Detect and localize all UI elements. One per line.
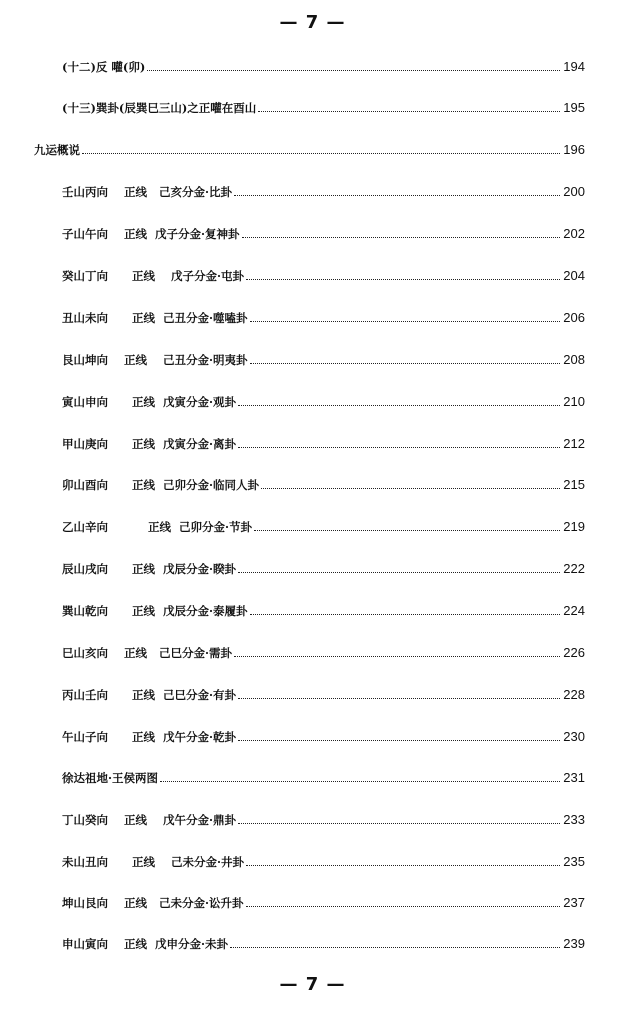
toc-entry-title: 巽山乾向 正线 戊辰分金·泰履卦 [62, 604, 248, 618]
toc-entry [62, 303, 585, 325]
toc-entry-page: 231 [563, 770, 585, 785]
toc-entry-page: 237 [563, 895, 585, 910]
toc-entry [62, 470, 585, 492]
toc-entry-title: 未山丑向 正线 己未分金·井卦 [62, 855, 245, 869]
toc-entry-page: 235 [563, 854, 585, 869]
toc-entry-page: 195 [563, 100, 585, 115]
toc-entry-page: 210 [563, 394, 585, 409]
toc-entry [62, 722, 585, 744]
dot-leader [246, 905, 561, 907]
toc-entry-page: 222 [563, 561, 585, 576]
toc-entry-title: 丑山未向 正线 己丑分金·噬嗑卦 [62, 311, 248, 325]
dot-leader [250, 362, 561, 364]
toc-entry-page: 200 [563, 184, 585, 199]
dot-leader [242, 236, 561, 238]
toc-entry [62, 763, 585, 785]
toc-entry-title: 寅山申向 正线 戊寅分金·观卦 [62, 395, 237, 409]
dot-leader [258, 110, 560, 112]
toc-entry [62, 596, 585, 618]
toc-entry-page: 228 [563, 687, 585, 702]
toc-entry-page: 208 [563, 352, 585, 367]
toc-entry-page: 204 [563, 268, 585, 283]
toc-entry-title: 徐达祖地·王侯两图 [62, 771, 159, 785]
toc-entry-title: 卯山酉向 正线 己卯分金·临同人卦 [62, 478, 260, 492]
dot-leader [230, 946, 560, 948]
dot-leader [261, 487, 560, 489]
toc-entry [62, 847, 585, 869]
toc-entry-title: 丁山癸向 正线 戊午分金·鼎卦 [62, 813, 237, 827]
toc-entry [62, 429, 585, 451]
toc-entry [34, 135, 585, 157]
toc-entry-page: 230 [563, 729, 585, 744]
toc-entry-page: 194 [563, 59, 585, 74]
page-number-bottom: — 7 — [279, 974, 346, 995]
toc-entry-title: (十二)反 嚾(卯) [62, 60, 146, 74]
dot-leader [234, 655, 560, 657]
toc-entry-page: 215 [563, 477, 585, 492]
toc-entry-page: 202 [563, 226, 585, 241]
dot-leader [238, 822, 560, 824]
toc-entry-title: 申山寅向 正线 戊申分金·未卦 [62, 937, 229, 951]
toc-entry-title: 九运概说 [34, 143, 80, 157]
dot-leader [238, 697, 560, 699]
dot-leader [250, 320, 561, 322]
toc-entry [62, 680, 585, 702]
dot-leader [246, 278, 560, 280]
page-number-top: — 7 — [279, 12, 346, 33]
toc-entry [62, 219, 585, 241]
dot-leader [160, 780, 560, 782]
toc-entry [62, 929, 585, 951]
toc-entry-page: 219 [563, 519, 585, 534]
dot-leader [238, 404, 560, 406]
toc-entry-title: 壬山丙向 正线 己亥分金·比卦 [62, 185, 233, 199]
toc-entry-page: 233 [563, 812, 585, 827]
dot-leader [254, 529, 560, 531]
toc-entry [62, 345, 585, 367]
dot-leader [238, 739, 560, 741]
dot-leader [246, 864, 560, 866]
dot-leader [238, 446, 560, 448]
dot-leader [238, 571, 560, 573]
toc-entry-title: 癸山丁向 正线 戊子分金·屯卦 [62, 269, 245, 283]
dot-leader [250, 613, 561, 615]
toc-entry-title: 午山子向 正线 戊午分金·乾卦 [62, 730, 237, 744]
toc-entry-title: 巳山亥向 正线 己巳分金·需卦 [62, 646, 233, 660]
toc-entry [62, 638, 585, 660]
toc-entry-page: 206 [563, 310, 585, 325]
toc-entry-title: 丙山壬向 正线 己巳分金·有卦 [62, 688, 237, 702]
toc-entry-title: 甲山庚向 正线 戊寅分金·离卦 [62, 437, 237, 451]
toc-entry [62, 888, 585, 910]
toc-entry [62, 512, 585, 534]
dot-leader [82, 152, 560, 154]
toc-entry [62, 387, 585, 409]
toc-entry [62, 261, 585, 283]
toc-entry-page: 196 [563, 142, 585, 157]
toc-entry-title: (十三)巽卦(辰巽巳三山)之正嚾在酉山 [62, 101, 257, 115]
dot-leader [234, 194, 560, 196]
toc-entry [62, 52, 585, 74]
toc-entry-page: 239 [563, 936, 585, 951]
toc-entry-title: 子山午向 正线 戊子分金·复神卦 [62, 227, 240, 241]
dot-leader [147, 69, 560, 71]
toc-entry-title: 坤山艮向 正线 己未分金·讼升卦 [62, 896, 244, 910]
toc-entry-title: 辰山戌向 正线 戊辰分金·睽卦 [62, 562, 237, 576]
toc-entry [62, 177, 585, 199]
toc-entry [62, 93, 585, 115]
toc-entry-title: 艮山坤向 正线 己丑分金·明夷卦 [62, 353, 248, 367]
toc-entry-page: 212 [563, 436, 585, 451]
toc-entry [62, 554, 585, 576]
toc-entry [62, 805, 585, 827]
toc-entry-page: 226 [563, 645, 585, 660]
toc-entry-title: 乙山辛向 正线 己卯分金·节卦 [62, 520, 253, 534]
toc-entry-page: 224 [563, 603, 585, 618]
